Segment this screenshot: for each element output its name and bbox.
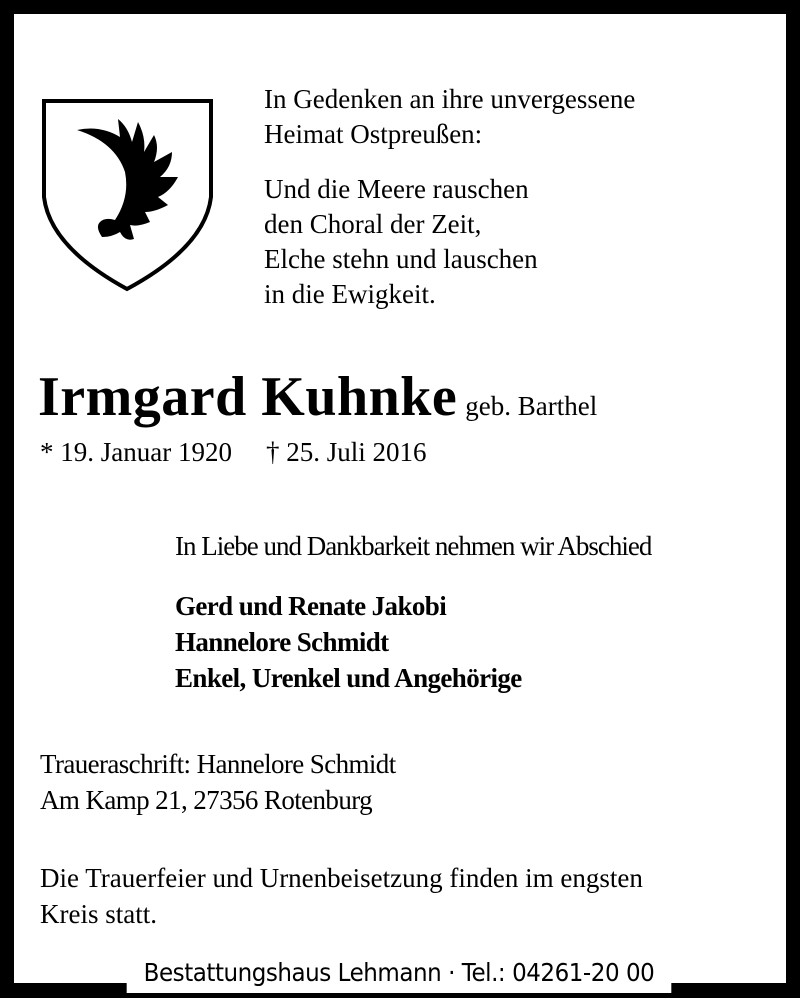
address-line: Traueraschrift: Hannelore Schmidt	[40, 749, 396, 779]
poem	[264, 172, 538, 312]
footer-rule-left	[0, 983, 103, 993]
poem-line: Elche stehn und lauschen	[264, 244, 538, 274]
note-line: Die Trauerfeier und Urnenbeisetzung finden im engsten	[40, 863, 643, 893]
birth-date: * 19. Januar 1920	[40, 437, 232, 467]
death-date: † 25. Juli 2016	[265, 437, 427, 467]
life-dates	[40, 437, 426, 468]
mourner: Enkel, Urenkel und Angehörige	[175, 663, 522, 693]
dedication	[264, 82, 635, 152]
mourners-list	[175, 588, 522, 696]
elk-antler-coat-of-arms-icon	[40, 97, 215, 292]
birth-name: geb. Barthel	[465, 391, 598, 421]
dedication-line: Heimat Ostpreußen:	[264, 119, 483, 149]
address-line: Am Kamp 21, 27356 Rotenburg	[40, 785, 373, 815]
deceased-name: Irmgard Kuhnke	[38, 366, 458, 428]
poem-line: Und die Meere rauschen	[264, 174, 529, 204]
funeral-home-footer: Bestattungshaus Lehmann · Tel.: 04261-20 00	[127, 948, 672, 993]
poem-line: in die Ewigkeit.	[264, 279, 436, 309]
footer-rule-right	[695, 983, 800, 993]
poem-line: den Choral der Zeit,	[264, 209, 482, 239]
note-line: Kreis statt.	[40, 899, 157, 929]
mourner: Hannelore Schmidt	[175, 627, 389, 657]
farewell-text: In Liebe und Dankbarkeit nehmen wir Abschied	[175, 531, 652, 561]
dedication-line: In Gedenken an ihre unvergessene	[264, 84, 636, 114]
deceased-name-line	[38, 365, 597, 429]
funeral-note	[40, 860, 643, 932]
mourner: Gerd und Renate Jakobi	[175, 591, 447, 621]
condolence-address	[40, 746, 396, 818]
